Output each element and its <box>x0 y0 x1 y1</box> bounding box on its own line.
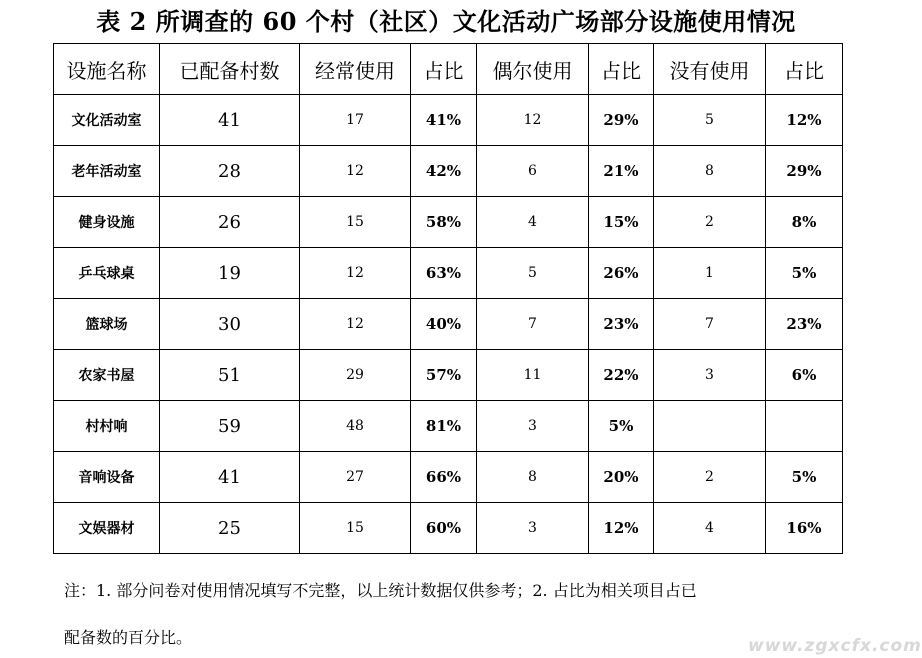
equipped-count-cell: 19 <box>160 248 300 299</box>
never-count-cell: 8 <box>654 146 766 197</box>
often-pct-cell: 40% <box>411 299 477 350</box>
never-pct-cell: 16% <box>766 503 843 554</box>
never-pct-cell: 6% <box>766 350 843 401</box>
table-body <box>54 95 843 554</box>
sometimes-count-cell: 8 <box>477 452 589 503</box>
header-sometimes-used: 偶尔使用 <box>477 44 589 95</box>
table-row <box>54 248 843 299</box>
equipped-count-cell: 41 <box>160 452 300 503</box>
sometimes-count-cell: 3 <box>477 401 589 452</box>
never-pct-cell: 12% <box>766 95 843 146</box>
never-pct-cell: 8% <box>766 197 843 248</box>
never-count-cell: 2 <box>654 452 766 503</box>
often-count-cell: 12 <box>300 146 411 197</box>
equipped-count-cell: 51 <box>160 350 300 401</box>
often-pct-cell: 63% <box>411 248 477 299</box>
header-never-used: 没有使用 <box>654 44 766 95</box>
often-count-cell: 15 <box>300 503 411 554</box>
sometimes-count-cell: 6 <box>477 146 589 197</box>
table-row <box>54 95 843 146</box>
table-row <box>54 299 843 350</box>
header-sometimes-pct: 占比 <box>589 44 654 95</box>
never-pct-cell: 5% <box>766 248 843 299</box>
never-pct-cell <box>766 401 843 452</box>
sometimes-count-cell: 4 <box>477 197 589 248</box>
footnote-line-1: 注：1. 部分问卷对使用情况填写不完整，以上统计数据仅供参考；2. 占比为相关项目占已 <box>64 581 697 600</box>
often-count-cell: 27 <box>300 452 411 503</box>
site-watermark: www.zgxcfx.com <box>748 636 922 656</box>
never-count-cell: 5 <box>654 95 766 146</box>
often-count-cell: 29 <box>300 350 411 401</box>
never-pct-cell: 29% <box>766 146 843 197</box>
often-pct-cell: 41% <box>411 95 477 146</box>
never-count-cell: 2 <box>654 197 766 248</box>
table-row <box>54 401 843 452</box>
often-pct-cell: 81% <box>411 401 477 452</box>
never-count-cell: 3 <box>654 350 766 401</box>
facility-name-cell: 村村响 <box>54 401 160 452</box>
sometimes-pct-cell: 22% <box>589 350 654 401</box>
often-count-cell: 48 <box>300 401 411 452</box>
equipped-count-cell: 59 <box>160 401 300 452</box>
sometimes-pct-cell: 26% <box>589 248 654 299</box>
never-count-cell: 4 <box>654 503 766 554</box>
often-pct-cell: 42% <box>411 146 477 197</box>
never-pct-cell: 23% <box>766 299 843 350</box>
table-row <box>54 146 843 197</box>
often-count-cell: 15 <box>300 197 411 248</box>
sometimes-pct-cell: 5% <box>589 401 654 452</box>
table-row <box>54 197 843 248</box>
facility-name-cell: 健身设施 <box>54 197 160 248</box>
sometimes-count-cell: 3 <box>477 503 589 554</box>
facility-name-cell: 文化活动室 <box>54 95 160 146</box>
sometimes-count-cell: 7 <box>477 299 589 350</box>
table-title: 表 2 所调查的 60 个村（社区）文化活动广场部分设施使用情况 <box>96 7 796 36</box>
sometimes-count-cell: 12 <box>477 95 589 146</box>
facility-name-cell: 老年活动室 <box>54 146 160 197</box>
header-often-used: 经常使用 <box>300 44 411 95</box>
often-count-cell: 12 <box>300 299 411 350</box>
sometimes-count-cell: 5 <box>477 248 589 299</box>
often-pct-cell: 66% <box>411 452 477 503</box>
sometimes-pct-cell: 15% <box>589 197 654 248</box>
never-count-cell <box>654 401 766 452</box>
footnote-line-2: 配备数的百分比。 <box>64 628 193 647</box>
often-count-cell: 12 <box>300 248 411 299</box>
equipped-count-cell: 30 <box>160 299 300 350</box>
table-row <box>54 503 843 554</box>
table-row <box>54 350 843 401</box>
facility-name-cell: 篮球场 <box>54 299 160 350</box>
sometimes-pct-cell: 21% <box>589 146 654 197</box>
table-header-row <box>54 44 843 95</box>
equipped-count-cell: 41 <box>160 95 300 146</box>
facility-name-cell: 乒乓球桌 <box>54 248 160 299</box>
often-pct-cell: 60% <box>411 503 477 554</box>
header-equipped-villages: 已配备村数 <box>160 44 300 95</box>
equipped-count-cell: 26 <box>160 197 300 248</box>
sometimes-pct-cell: 23% <box>589 299 654 350</box>
facility-usage-table <box>53 43 843 554</box>
equipped-count-cell: 25 <box>160 503 300 554</box>
sometimes-pct-cell: 20% <box>589 452 654 503</box>
facility-name-cell: 农家书屋 <box>54 350 160 401</box>
sometimes-pct-cell: 12% <box>589 503 654 554</box>
facility-name-cell: 文娱器材 <box>54 503 160 554</box>
header-facility-name: 设施名称 <box>54 44 160 95</box>
often-pct-cell: 58% <box>411 197 477 248</box>
equipped-count-cell: 28 <box>160 146 300 197</box>
never-pct-cell: 5% <box>766 452 843 503</box>
often-count-cell: 17 <box>300 95 411 146</box>
never-count-cell: 1 <box>654 248 766 299</box>
header-never-pct: 占比 <box>766 44 843 95</box>
header-often-pct: 占比 <box>411 44 477 95</box>
sometimes-pct-cell: 29% <box>589 95 654 146</box>
sometimes-count-cell: 11 <box>477 350 589 401</box>
table-row <box>54 452 843 503</box>
facility-name-cell: 音响设备 <box>54 452 160 503</box>
often-pct-cell: 57% <box>411 350 477 401</box>
never-count-cell: 7 <box>654 299 766 350</box>
